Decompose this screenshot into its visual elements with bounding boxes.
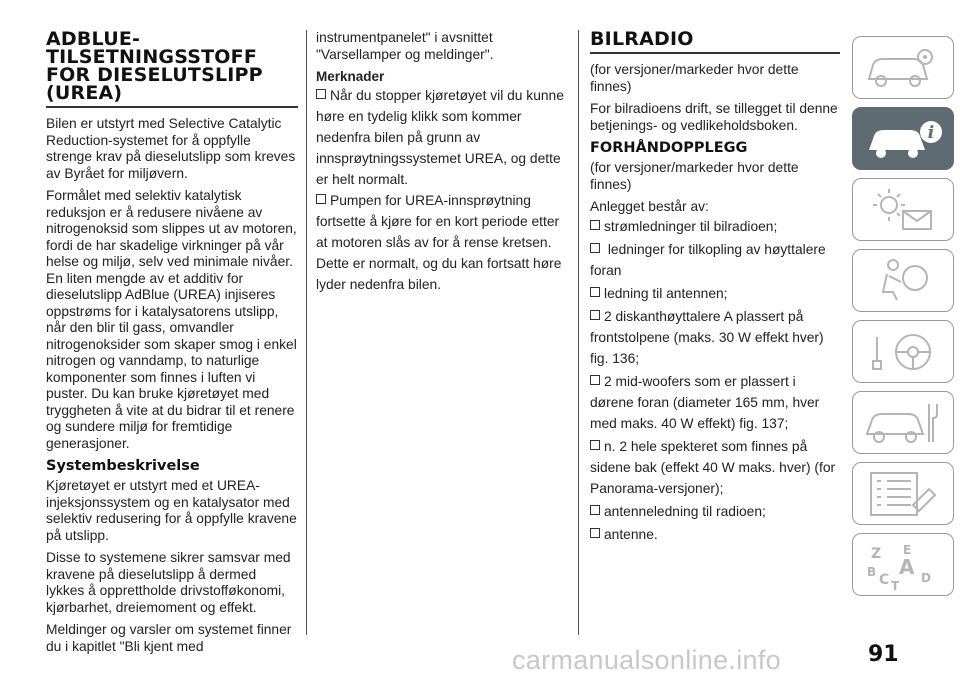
tab-warning-lights[interactable] [852,178,954,241]
paragraph: Meldinger og varsler om systemet finner du i kapitlet "Bli kjent med [46,622,292,654]
technical-data-list-icon [863,469,945,519]
svg-text:B: B [867,565,877,579]
bullet-box-icon [590,243,600,253]
tab-service[interactable] [852,391,954,454]
tab-technical-data[interactable] [852,462,954,525]
alphabetical-index-icon [863,540,945,590]
paragraph: (for versjoner/markeder hvor dette finnes) [590,62,799,94]
column-adblue [46,30,298,661]
bullet-item: Når du stopper kjøretøyet vil du kunne høre en tydelig klikk som kommer nedenfra bilen på grunn av innsprøytningssystemet UREA, og dette er helt normalt. [316,88,564,187]
column-divider-1 [306,30,307,635]
svg-text:T: T [891,579,900,590]
tab-driving[interactable] [852,320,954,383]
list-item: antenne. [590,524,840,545]
list-item: 2 diskanthøyttalere A plassert på frontstolpene (maks. 30 W effekt hver) fig. 136; [590,308,824,366]
svg-text:E: E [903,543,912,557]
paragraph: Formålet med selektiv katalytisk reduksjon er å redusere nivåene av nitrogenoksid som slippes ut av motoren, fordi de har skadelige virkninger på vår helse og miljø, selv ved minimale nivåer. En liten mengde av et additiv for dieselutslipp AdBlue (UREA) injiseres oppstrøms for i katalysatorens utslipp, når den blir til gass, omvandler nitrogenoksider som skaper smog i enkel nitrogen og vanndamp, to naturlige komponenter som finnes i luften vi puster. Du kan bruke kjøretøyet med tryggheten å vite at du bidrar til et renere og sundere miljø for fremtidige generasjoner. [46,188,297,451]
list-item: antenneledning til radioen; [590,501,840,522]
bullet-box-icon [590,528,600,538]
notes-heading: Merknader [316,69,385,84]
paragraph: Kjøretøyet er utstyrt med et UREA-injeksjonssystem og en katalysator med selektiv redusering for å oppfylle kravene på utslipp. [46,478,297,543]
bullet-box-icon [316,89,326,99]
subsection-title-systembeskrivelse: Systembeskrivelse [46,458,200,474]
column-notes [316,30,568,295]
bullet-box-icon [590,310,600,320]
svg-text:D: D [921,571,931,585]
bullet-box-icon [316,194,326,204]
list-item: ledning til antennen; [590,283,840,304]
tab-info[interactable] [852,107,954,170]
page-number: 91 [868,642,899,667]
car-dashboard-icon [863,43,945,93]
column-divider-2 [578,30,579,635]
tab-dashboard[interactable] [852,36,954,99]
paragraph: For bilradioens drift, se tillegget til denne betjenings- og vedlikeholdsboken. [590,101,838,133]
column-bilradio [590,30,840,547]
list-item: 2 mid-woofers som er plassert i dørene foran (diameter 165 mm, hver med maks. 40 W effekt) fig. 137; [590,373,820,431]
svg-text:C: C [879,572,890,588]
tab-index[interactable] [852,533,954,596]
bullet-box-icon [590,287,600,297]
paragraph: instrumentpanelet" i avsnittet "Varsellamper og meldinger". [316,30,494,62]
paragraph: Bilen er utstyrt med Selective Catalytic Reduction-systemet for å oppfylle strenge krav på dieselutslipp som kreves av Byrået for miljøvern. [46,116,296,181]
svg-text:A: A [899,555,915,579]
subsection-title-forhandopplegg: FORHÅNDOPPLEGG [590,140,748,156]
paragraph: Disse to systemene sikrer samsvar med kravene på dieselutslipp å dermed lykkes å opprettholde drivstofføkonomi, kjørbarhet, dreiemoment og effekt. [46,550,291,615]
info-letter: i [927,123,935,143]
watermark-text: carmanualsonline.info [512,645,781,675]
warning-lights-icon [863,185,945,235]
car-info-icon [863,114,945,164]
tab-safety[interactable] [852,249,954,312]
list-item: n. 2 hele spekteret som finnes på sidene bak (effekt 40 W maks. hver) (for Panorama-versjoner); [590,438,836,496]
car-service-tools-icon [863,398,945,448]
list-item: strømledninger til bilradioen; [590,216,840,237]
bullet-item: Pumpen for UREA-innsprøytning fortsette å kjøre for en kort periode etter at motoren slås av for å rense kretsen. Dette er normalt, og du kan fortsatt høre lyder nedenfra bilen. [316,193,562,292]
bullet-box-icon [590,375,600,385]
bullet-box-icon [590,220,600,230]
airbag-safety-icon [863,256,945,306]
section-title-bilradio: BILRADIO [590,30,840,54]
svg-text:Z: Z [871,546,882,562]
steering-wheel-icon [863,327,945,377]
list-item: ledninger for tilkopling av høyttalere foran [590,241,826,278]
paragraph: (for versjoner/markeder hvor dette finnes) [590,160,799,192]
equipment-list [590,216,840,545]
bullet-box-icon [590,505,600,515]
paragraph: Anlegget består av: [590,199,709,214]
chapter-tabs [852,36,954,604]
section-title-adblue: ADBLUE- TILSETNINGSSTOFF FOR DIESELUTSLIPP (UREA) [46,30,298,108]
bullet-box-icon [590,440,600,450]
